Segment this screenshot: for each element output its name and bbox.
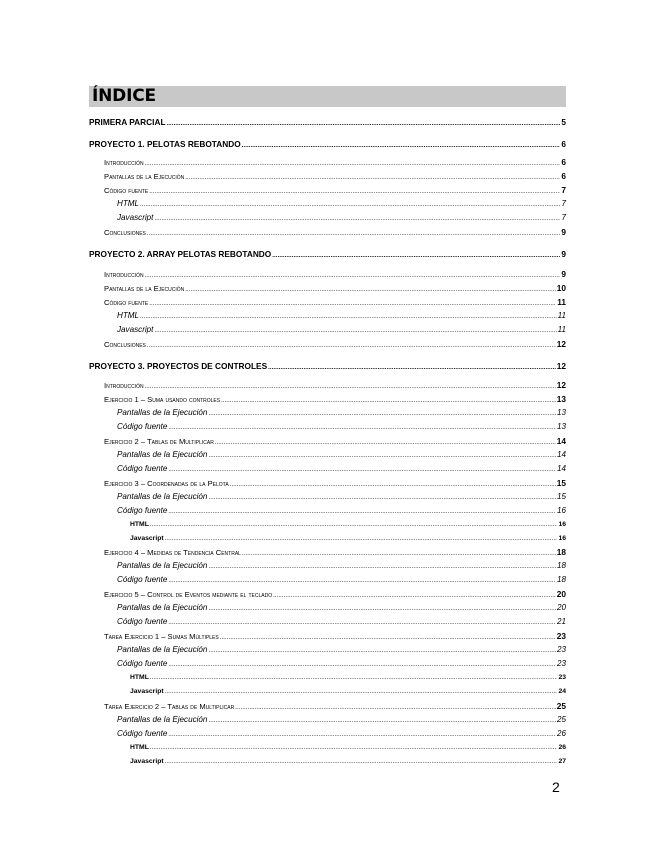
toc-dot-leader — [165, 533, 558, 545]
toc-entry[interactable] — [104, 477, 566, 491]
toc-entry-title: HTML — [130, 674, 149, 681]
toc-entry-page: 14 — [556, 450, 566, 459]
toc-dot-leader — [140, 311, 557, 323]
toc-dot-leader — [150, 519, 558, 531]
toc-entry[interactable] — [104, 268, 566, 282]
toc-entry-title: Ejercicio 1 – Suma usando controles — [104, 395, 221, 404]
toc-entry[interactable] — [104, 546, 566, 560]
toc-entry[interactable] — [117, 421, 566, 434]
toc-dot-leader — [147, 228, 560, 240]
toc-entry-page: 26 — [558, 744, 566, 751]
toc-entry-title: Pantallas de la Ejecución — [117, 715, 208, 724]
toc-dot-leader — [242, 548, 556, 560]
toc-entry[interactable] — [89, 248, 566, 262]
toc-dot-leader — [140, 199, 560, 211]
toc-dot-leader — [150, 742, 558, 754]
toc-entry-page: 23 — [556, 659, 566, 668]
toc-dot-leader — [150, 672, 558, 684]
toc-entry-title: Javascript — [117, 213, 154, 222]
toc-entry-page: 6 — [561, 139, 566, 149]
toc-entry-title: Tarea Ejercicio 1 – Sumas Múltiples — [104, 632, 219, 641]
toc-dot-leader — [208, 603, 556, 615]
toc-entry-page: 14 — [556, 464, 566, 473]
toc-entry[interactable] — [104, 296, 566, 310]
toc-entry[interactable] — [117, 324, 566, 337]
toc-dot-leader — [185, 172, 560, 184]
toc-entry-page: 6 — [561, 157, 566, 167]
toc-entry-page: 16 — [556, 506, 566, 515]
toc-entry-page: 25 — [556, 701, 566, 711]
toc-entry[interactable] — [130, 533, 566, 545]
toc-dot-leader — [145, 381, 556, 393]
toc-entry-page: 12 — [556, 361, 566, 371]
toc-entry-title: Pantallas de la Ejecución — [117, 561, 208, 570]
toc-entry-title: Código fuente — [117, 506, 168, 515]
toc-entry[interactable] — [89, 138, 566, 152]
toc-entry-page: 27 — [558, 758, 566, 765]
toc-entry[interactable] — [117, 658, 566, 671]
toc-entry[interactable] — [117, 602, 566, 615]
toc-entry-title: HTML — [130, 744, 149, 751]
toc-entry-page: 10 — [556, 283, 566, 293]
toc-entry[interactable] — [117, 212, 566, 225]
toc-entry-page: 20 — [556, 589, 566, 599]
toc-entry-page: 7 — [561, 213, 566, 222]
toc-entry-page: 16 — [558, 521, 566, 528]
toc-dot-leader — [208, 408, 556, 420]
toc-dot-leader — [273, 590, 556, 602]
toc-entry[interactable] — [117, 505, 566, 518]
toc-entry-page: 16 — [558, 535, 566, 542]
toc-entry[interactable] — [104, 184, 566, 198]
toc-entry-title: Pantallas de la Ejecución — [117, 450, 208, 459]
toc-entry-page: 13 — [556, 422, 566, 431]
toc-entry[interactable] — [117, 728, 566, 741]
toc-entry-title: Código fuente — [117, 729, 168, 738]
toc-entry-page: 6 — [561, 171, 566, 181]
toc-entry-title: Código fuente — [117, 617, 168, 626]
toc-entry[interactable] — [104, 170, 566, 184]
toc-entry-page: 7 — [561, 199, 566, 208]
toc-dot-leader — [147, 340, 556, 352]
toc-dot-leader — [272, 250, 560, 262]
toc-dot-leader — [154, 213, 560, 225]
toc-entry-title: Javascript — [130, 758, 164, 765]
index-heading: ÍNDICE — [92, 86, 156, 106]
toc-entry[interactable] — [117, 491, 566, 504]
toc-dot-leader — [268, 362, 556, 374]
toc-entry-page: 25 — [556, 715, 566, 724]
toc-entry-page: 12 — [556, 339, 566, 349]
toc-dot-leader — [165, 686, 558, 698]
toc-entry[interactable] — [130, 519, 566, 531]
toc-entry[interactable] — [130, 742, 566, 754]
toc-entry-page: 26 — [556, 729, 566, 738]
page-number: 2 — [552, 779, 560, 795]
toc-entry-page: 11 — [557, 325, 566, 334]
toc-dot-leader — [208, 561, 556, 573]
toc-dot-leader — [167, 118, 561, 130]
toc-entry-title: Ejercicio 5 – Control de Eventos mediante el teclado — [104, 590, 273, 599]
toc-entry-page: 11 — [557, 311, 566, 320]
toc-dot-leader — [235, 702, 556, 714]
toc-entry-title: PROYECTO 1. PELOTAS REBOTANDO — [89, 139, 241, 149]
toc-entry-page: 15 — [556, 478, 566, 488]
toc-entry-title: Conclusiones — [104, 228, 146, 237]
toc-dot-leader — [168, 422, 556, 434]
toc-entry-page: 14 — [556, 436, 566, 446]
toc-dot-leader — [168, 617, 556, 629]
toc-entry-title: Código fuente — [117, 422, 168, 431]
toc-entry[interactable] — [104, 630, 566, 644]
toc-entry-title: Conclusiones — [104, 340, 146, 349]
toc-entry[interactable] — [104, 379, 566, 393]
toc-entry-page: 9 — [561, 227, 566, 237]
toc-entry-title: Código fuente — [117, 464, 168, 473]
toc-entry-title: Ejercicio 3 – Coordenadas de la Pelota — [104, 479, 229, 488]
toc-entry[interactable] — [104, 338, 566, 352]
toc-dot-leader — [168, 575, 556, 587]
toc-entry[interactable] — [117, 310, 566, 323]
toc-dot-leader — [208, 492, 556, 504]
toc-entry-page: 9 — [561, 269, 566, 279]
toc-entry-title: Tarea Ejercicio 2 – Tablas de Multiplicar — [104, 702, 235, 711]
toc-dot-leader — [242, 140, 561, 152]
toc-entry-title: PROYECTO 3. PROYECTOS DE CONTROLES — [89, 361, 268, 371]
toc-dot-leader — [165, 756, 558, 768]
toc-entry-title: Introducción — [104, 270, 144, 279]
toc-entry-title: HTML — [117, 311, 140, 320]
toc-entry-page: 5 — [561, 117, 566, 127]
toc-entry-title: Ejercicio 4 – Medidas de Tendencia Central — [104, 548, 241, 557]
toc-entry-title: HTML — [117, 199, 140, 208]
toc-entry[interactable] — [104, 226, 566, 240]
toc-dot-leader — [149, 186, 560, 198]
toc-entry-title: Introducción — [104, 381, 144, 390]
toc-entry[interactable] — [117, 463, 566, 476]
toc-entry-title: Pantallas de la Ejecución — [104, 172, 185, 181]
toc-dot-leader — [168, 506, 556, 518]
toc-entry-title: Pantallas de la Ejecución — [117, 603, 208, 612]
toc-entry[interactable] — [117, 644, 566, 657]
toc-entry[interactable] — [117, 198, 566, 211]
toc-dot-leader — [208, 450, 556, 462]
toc-entry-title: Javascript — [130, 688, 164, 695]
toc-dot-leader — [154, 325, 556, 337]
toc-entry-page: 24 — [558, 688, 566, 695]
toc-dot-leader — [208, 715, 556, 727]
toc-entry-page: 18 — [556, 561, 566, 570]
toc-entry[interactable] — [117, 449, 566, 462]
toc-entry[interactable] — [117, 574, 566, 587]
toc-entry-title: Código fuente — [104, 298, 149, 307]
toc-entry-title: Pantallas de la Ejecución — [117, 408, 208, 417]
toc-entry[interactable] — [104, 435, 566, 449]
toc-dot-leader — [230, 479, 556, 491]
toc-entry-page: 18 — [556, 575, 566, 584]
toc-entry-page: 13 — [556, 408, 566, 417]
toc-entry-title: Javascript — [130, 535, 164, 542]
toc-entry-title: Pantallas de la Ejecución — [117, 492, 208, 501]
toc-entry-title: Pantallas de la Ejecución — [104, 284, 185, 293]
toc-entry[interactable] — [117, 407, 566, 420]
toc-entry-title: Pantallas de la Ejecución — [117, 645, 208, 654]
toc-entry-title: PROYECTO 2. ARRAY PELOTAS REBOTANDO — [89, 249, 272, 259]
toc-entry[interactable] — [89, 360, 566, 374]
toc-entry-page: 20 — [556, 603, 566, 612]
toc-entry-page: 21 — [556, 617, 566, 626]
toc-dot-leader — [208, 645, 556, 657]
toc-dot-leader — [168, 464, 556, 476]
toc-entry[interactable] — [130, 686, 566, 698]
toc-entry-page: 7 — [561, 185, 566, 195]
toc-entry-title: Ejercicio 2 – Tablas de Multiplicar — [104, 437, 214, 446]
toc-entry-page: 9 — [561, 249, 566, 259]
toc-entry[interactable] — [117, 560, 566, 573]
toc-entry[interactable] — [130, 672, 566, 684]
toc-entry[interactable] — [104, 156, 566, 170]
toc-dot-leader — [215, 437, 556, 449]
toc-entry-title: Código fuente — [104, 186, 149, 195]
toc-entry[interactable] — [104, 700, 566, 714]
toc-entry-title: Código fuente — [117, 575, 168, 584]
toc-entry-title: Introducción — [104, 158, 144, 167]
toc-entry[interactable] — [104, 588, 566, 602]
toc-dot-leader — [168, 659, 556, 671]
toc-entry-page: 23 — [556, 631, 566, 641]
toc-entry-page: 18 — [556, 547, 566, 557]
toc-entry[interactable] — [130, 756, 566, 768]
toc-entry-page: 11 — [557, 297, 566, 307]
toc-entry[interactable] — [89, 116, 566, 130]
toc-entry-page: 13 — [556, 394, 566, 404]
toc-entry[interactable] — [104, 393, 566, 407]
toc-dot-leader — [145, 270, 561, 282]
toc-entry-title: Javascript — [117, 325, 154, 334]
toc-entry-page: 23 — [556, 645, 566, 654]
toc-dot-leader — [220, 632, 556, 644]
toc-entry[interactable] — [104, 282, 566, 296]
toc-dot-leader — [149, 298, 556, 310]
toc-entry-title: Código fuente — [117, 659, 168, 668]
toc-entry-title: PRIMERA PARCIAL — [89, 117, 166, 127]
toc-entry-title: HTML — [130, 521, 149, 528]
toc-dot-leader — [221, 395, 556, 407]
toc-entry-page: 23 — [558, 674, 566, 681]
toc-entry[interactable] — [117, 616, 566, 629]
toc-entry-page: 15 — [556, 492, 566, 501]
toc-dot-leader — [145, 158, 561, 170]
toc-entry-page: 12 — [556, 380, 566, 390]
toc-dot-leader — [168, 729, 556, 741]
toc-entry[interactable] — [117, 714, 566, 727]
toc-dot-leader — [185, 284, 555, 296]
